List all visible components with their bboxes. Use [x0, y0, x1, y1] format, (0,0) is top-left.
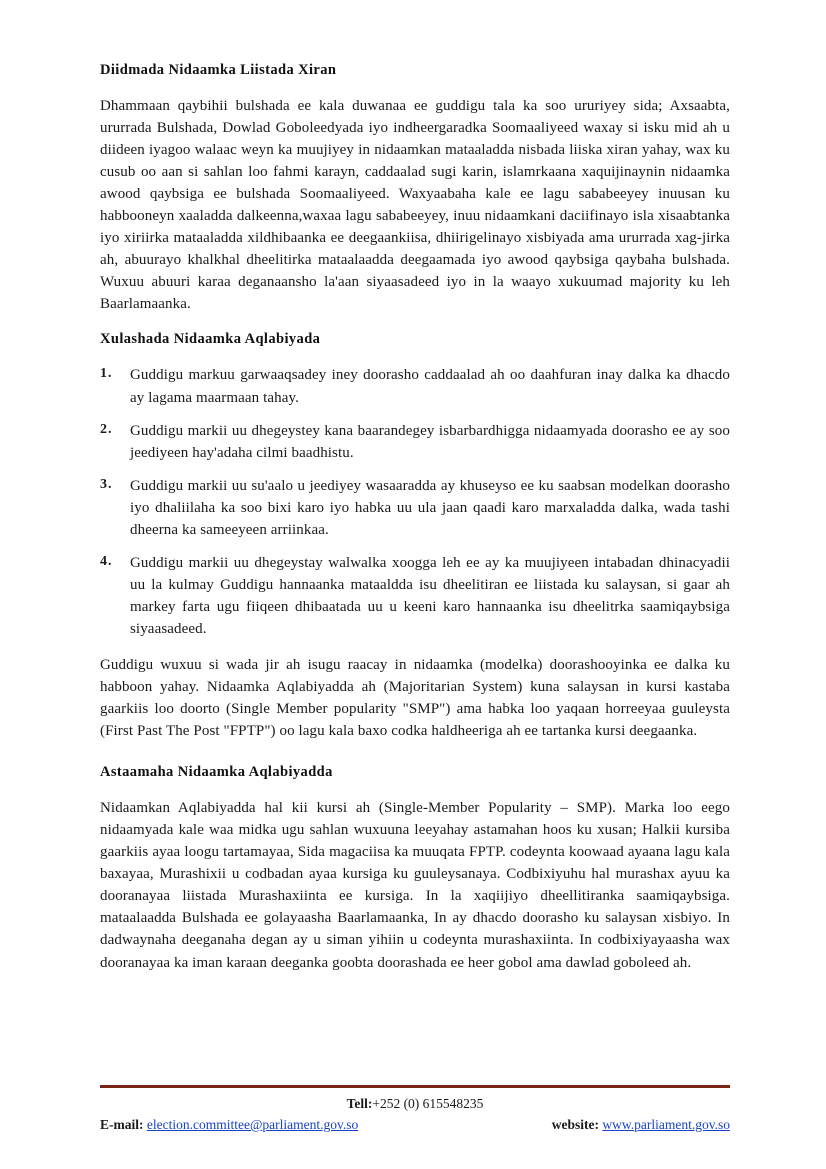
footer-website	[552, 1117, 730, 1133]
list-item-number: 1.	[100, 366, 113, 382]
heading-xulashada: Xulashada Nidaamka Aqlabiyada	[100, 331, 321, 348]
list-item-text: Guddigu markuu garwaaqsadey iney doorasho caddaalad ah oo daahfuran inay dalka ka dhacdo ay lagama maarmaan tahay.	[130, 367, 730, 406]
footer-website-link[interactable]: www.parliament.gov.so	[602, 1117, 730, 1132]
list-item	[100, 552, 730, 640]
footer-phone-label: Tell:	[346, 1096, 373, 1111]
footer-phone-value: +252 (0) 615548235	[372, 1096, 484, 1111]
list-item	[100, 475, 730, 541]
footer-email	[100, 1117, 358, 1133]
paragraph-xulashada-closing: Guddigu wuxuu si wada jir ah isugu raacay in nidaamka (modelka) doorashooyinka ee dalka ku habboon yahay. Nidaamka Aqlabiyadda ah (Majoritarian System) kuna salaysan in kursi kastaba gaarkiis loo doorto (Single Member popularity "SMP") ama habka loo yaqaan horreeyaa guuleysta (First Past The Post "FPTP") oo lagu kala baxo codka haldheeriga ah ee tartanka kursi deegaanka.	[100, 656, 730, 740]
list-item-number: 3.	[100, 476, 113, 492]
list-item-text: Guddigu markii uu su'aalo u jeediyey wasaaradda ay khuseyso ee ku saabsan modelkan doorasho iyo dhaliilaha ka soo bixi karo iyo habka uu ula jaan qaadi karo marxaladda dalka, wada tashi dheerna ka sameeyeen arriinkaa.	[130, 477, 730, 538]
list-item	[100, 364, 730, 408]
xulashada-list	[100, 364, 730, 640]
heading-diidmada: Diidmada Nidaamka Liistada Xiran	[100, 62, 337, 78]
heading-astaamaha: Astaamaha Nidaamka Aqlabiyadda	[100, 764, 333, 781]
list-item-number: 4.	[100, 553, 113, 569]
footer-website-label: website:	[551, 1117, 600, 1132]
footer-email-label: E-mail:	[100, 1117, 144, 1132]
page-footer	[100, 1085, 730, 1133]
list-item	[100, 420, 730, 464]
footer-phone	[100, 1096, 730, 1112]
footer-email-link[interactable]: election.committee@parliament.gov.so	[146, 1117, 359, 1132]
footer-divider	[100, 1085, 730, 1088]
list-item-text: Guddigu markii uu dhegeystay walwalka xoogga leh ee ay ka muujiyeen intabadan dhinacyadii uu la kulmay Guddigu hannaanka mataaldda isu dheelitiran ee liistada ku salaysan, si gaar ah markey farta ugu fiiqeen dhibaatada uu u keeni karo hannaanka isu dheelitrka saamiqaybsiga siyaasadeed.	[130, 554, 730, 637]
list-item-number: 2.	[100, 421, 113, 437]
list-item-text: Guddigu markii uu dhegeystey kana baarandegey isbarbardhigga nidaamyada doorasho ee ay soo jeediyeen hay'adaha cilmi baadhistu.	[130, 422, 730, 461]
footer-contacts	[100, 1117, 730, 1133]
paragraph-astaamaha: Nidaamkan Aqlabiyadda hal kii kursi ah (Single-Member Popularity – SMP). Marka loo eego nidaamyada kale waa midka ugu sahlan wuxuuna leeyahay astamahan hoos ku xusan; Halkii kursiba gaarkiis ayaa loogu tartamayaa, Sida magaciisa ka muuqata FPTP. codeynta koowaad ayaana lagu kala baxayaa, Murashixii u codbadan ayaa kursiga ku guuleysanaya. Codbixiyuhu hal murashax ayuu ka dooranayaa liistada Murashaxiinta ee kursiga. In la xaqiijiyo dheellitiranka saamiqaybsiga. mataalaadda Bulshada ee golayaasha Baarlamaanka, In ay dhacdo doorasho ku salaysan xisbiyo. In dadwaynaha deeganaha degan ay u siman yihiin u codeynta murashaxiinta. In codbixiyayaasha wax dooranayaa ka iman karaan deeganka goobta doorashada ee heer gobol ama dawlad goboleed ah.	[100, 800, 730, 971]
document-body	[100, 62, 730, 974]
paragraph-diidmada: Dhammaan qaybihii bulshada ee kala duwanaa ee guddigu tala ka soo ururiyey sida; Axsaabta, ururrada Bulshada, Dowlad Goboleedyada iyo indheergaradka Soomaaliyeed waxay si isku mid ah u diideen iyagoo walaac weyn ka muujiyey in nidaamkan mataaladda nisbada liiska xiran yahay, wax ku cusub oo aan si sahlan loo fahmi karayn, caddaalad sugi karin, islamrkaana xaquijinaynin nidaamka awood qaybsiga ee bulshada Soomaaliyeed. Waxyaabaha kale ee lagu sababeeyey inuusan ku habbooneyn xaaladda dalkeenna,waxaa lagu sababeeyey, inuu nidaamkani daciifinayo isla xisaabtanka iyo xiriirka mataaladda xildhibaanka ee deegaankiisa, dhiirigelinayo xisbiyada ama ururrada xag-jirka ah, abuurayo khalkhal dheelitirka mataalaadda deegaamada iyo awood qaybsiga qaybaha bulshada. Wuxuu abuuri karaa deganaansho la'aan siyaasadeed iyo in la waayo xukuumad majority ku leh Baarlamaanka.	[100, 98, 730, 313]
